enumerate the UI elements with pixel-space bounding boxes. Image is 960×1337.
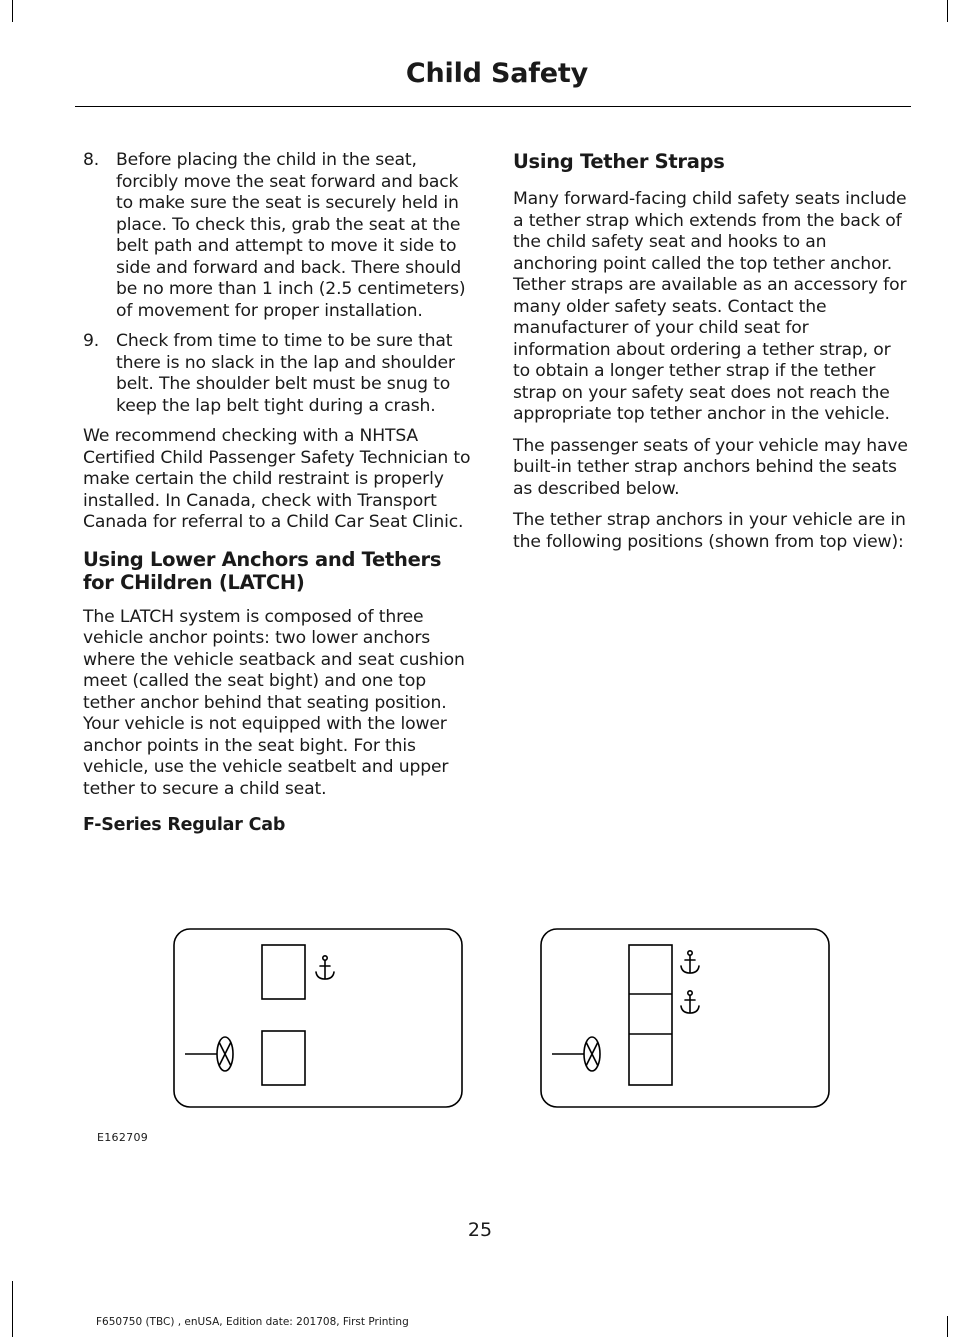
list-item [83, 331, 475, 417]
list-item-number: 8. [83, 150, 100, 170]
list-item [83, 150, 475, 322]
paragraph-tether-intro: Many forward-facing child safety seats include a tether strap which extends from the back of the child safety seat and hooks to an anchoring point called the top tether anchor. Tether straps are available as an accessory for many older safety seats. Contact the manufacturer of your child seat for information about ordering a tether strap, or to obtain a longer tether strap if the tether strap on your safety seat does not reach the appropriate top tether anchor in the vehicle. [513, 189, 907, 424]
tether-diagram-bench-seat [540, 928, 830, 1108]
section-heading-tether: Using Tether Straps [513, 150, 725, 173]
anchor-icon [681, 991, 699, 1013]
anchor-icon [681, 951, 699, 973]
paragraph-latch: The LATCH system is composed of three vehicle anchor points: two lower anchors where the vehicle seatback and seat cushion meet (called the seat bight) and one top tether anchor behind that seating position. Your vehicle is not equipped with the lower anchor points in the seat bight. For this vehicle, use the vehicle seatbelt and upper tether to secure a child seat. [83, 606, 465, 799]
paragraph-tether-builtin: The passenger seats of your vehicle may have built-in tether strap anchors behind the seats as described below. [513, 435, 908, 499]
crop-mark-bottom-right [947, 1316, 948, 1337]
section-heading-latch: Using Lower Anchors and Tethers for CHildren (LATCH) [83, 547, 442, 594]
seat-icon [262, 1031, 305, 1085]
steering-wheel-icon [185, 1037, 233, 1071]
header-rule [75, 106, 911, 107]
steering-wheel-icon [552, 1037, 600, 1071]
list-item-number: 9. [83, 331, 100, 351]
page-number: 25 [467, 1219, 493, 1241]
footer-edition-info: F650750 (TBC) , enUSA, Edition date: 201708, First Printing [96, 1316, 409, 1328]
list-item-text: Check from time to time to be sure that there is no slack in the lap and shoulder belt. The shoulder belt must be snug to keep the lap belt tight during a crash. [116, 331, 455, 416]
anchor-icon [316, 956, 334, 979]
right-column [513, 150, 909, 563]
seat-icon [262, 945, 305, 999]
crop-mark-bottom-left [12, 1281, 13, 1337]
seat-icon [629, 945, 672, 1085]
paragraph-nhtsa: We recommend checking with a NHTSA Certified Child Passenger Safety Technician to make certain the child restraint is properly installed. In Canada, check with Transport Canada for referral to a Child Car Seat Clinic. [83, 426, 471, 532]
crop-mark-top-left [12, 0, 13, 22]
tether-diagram-single-seat [173, 928, 463, 1108]
subheading-regular-cab: F-Series Regular Cab [83, 815, 286, 835]
paragraph-tether-positions: The tether strap anchors in your vehicle are in the following positions (shown from top view): [513, 510, 906, 552]
page-title: Child Safety [405, 58, 588, 89]
left-column [83, 150, 475, 836]
figure-code: E162709 [97, 1131, 149, 1144]
crop-mark-top-right [947, 0, 948, 22]
list-item-text: Before placing the child in the seat, forcibly move the seat forward and back to make sure the seat is securely held in place. To check this, grab the seat at the belt path and attempt to move it side to side and forward and back. There should be no more than 1 inch (2.5 centimeters) of movement for proper installation. [116, 150, 466, 321]
